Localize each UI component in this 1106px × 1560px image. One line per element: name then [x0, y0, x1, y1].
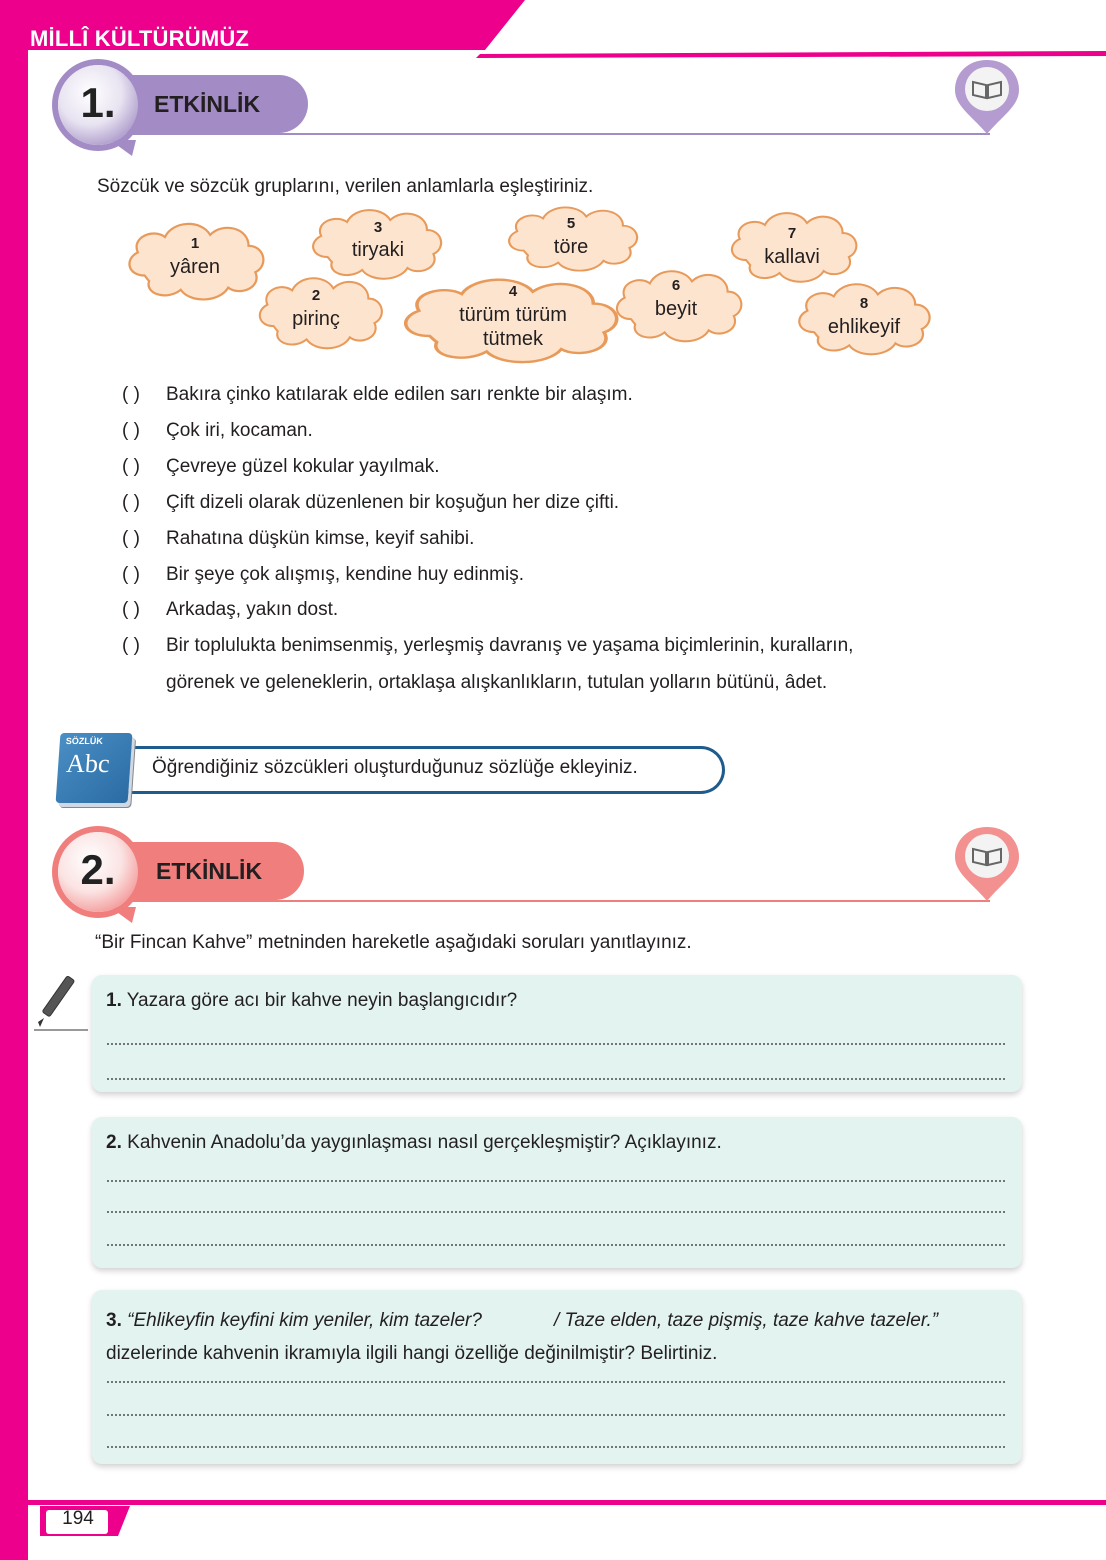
activity2-badge-tail	[110, 907, 138, 925]
footer-rule	[28, 1500, 1106, 1505]
cloud-4-number: 4	[508, 283, 518, 300]
question-3-quote-b: / Taze elden, taze pişmiş, taze kahve tazeler.”	[554, 1310, 939, 1331]
cloud-2-number: 2	[311, 287, 321, 304]
question-2-box	[92, 1117, 1022, 1268]
pencil-icon	[30, 972, 90, 1034]
match-item-6	[122, 564, 524, 586]
activity2-number: 2.	[80, 846, 116, 893]
activity1-label: ETKİNLİK	[154, 91, 261, 117]
cloud-1-word: yâren	[169, 256, 221, 278]
answer-line[interactable]	[106, 1446, 1006, 1448]
answer-line[interactable]	[106, 1180, 1006, 1182]
question-prompt: Kahvenin Anadolu’da yaygınlaşması nasıl gerçekleşmiştir? Açıklayınız.	[127, 1132, 722, 1153]
cloud-3-number: 3	[373, 219, 383, 236]
answer-line[interactable]	[106, 1414, 1006, 1416]
match-item-3	[122, 456, 440, 478]
answer-line[interactable]	[106, 1211, 1006, 1213]
activity1-number: 1.	[80, 79, 116, 126]
question-1-text	[106, 990, 517, 1012]
answer-blank[interactable]: ( )	[122, 492, 140, 513]
meaning-text: Çok iri, kocaman.	[166, 420, 313, 441]
cloud-7-number: 7	[787, 225, 797, 242]
activity2-number-badge	[58, 832, 138, 912]
cloud-4-word-line2: tütmek	[482, 328, 544, 350]
question-1-box	[92, 975, 1022, 1092]
question-3-box	[92, 1290, 1022, 1464]
answer-line[interactable]	[106, 1381, 1006, 1383]
cloud-7-word: kallavi	[764, 246, 820, 268]
cloud-3-word: tiryaki	[351, 239, 405, 261]
answer-line[interactable]	[106, 1244, 1006, 1246]
answer-blank[interactable]: ( )	[122, 420, 140, 441]
question-number: 3.	[106, 1310, 122, 1331]
meaning-text: Bir şeye çok alışmış, kendine huy edinmiş.	[166, 564, 524, 585]
question-2-text	[106, 1132, 722, 1154]
meaning-text: Arkadaş, yakın dost.	[166, 599, 339, 620]
book-pin-icon	[952, 825, 1022, 903]
dictionary-note-text: Öğrendiğiniz sözcükleri oluşturduğunuz sözlüğe ekleyiniz.	[152, 757, 638, 778]
answer-blank[interactable]: ( )	[122, 564, 140, 585]
match-item-4	[122, 492, 619, 514]
match-item-1	[122, 384, 633, 406]
cloud-6-number: 6	[671, 277, 681, 294]
activity2-instruction: “Bir Fincan Kahve” metninden hareketle aşağıdaki soruları yanıtlayınız.	[95, 932, 692, 953]
cloud-2-word: pirinç	[292, 308, 340, 330]
cloud-6-word: beyit	[654, 298, 698, 320]
question-3-quote	[106, 1310, 482, 1332]
cloud-5-word: töre	[553, 236, 589, 258]
answer-line[interactable]	[106, 1043, 1006, 1045]
match-item-8-continued: görenek ve geleneklerin, ortaklaşa alışkanlıkların, tutulan yolların bütünü, âdet.	[166, 672, 828, 693]
cloud-5-number: 5	[566, 215, 576, 232]
question-number: 2.	[106, 1132, 122, 1153]
question-prompt: Yazara göre acı bir kahve neyin başlangıcıdır?	[126, 990, 518, 1011]
meaning-text: Bakıra çinko katılarak elde edilen sarı renkte bir alaşım.	[166, 384, 633, 405]
cloud-1-number: 1	[190, 235, 200, 252]
meaning-text: Çift dizeli olarak düzenlenen bir koşuğun her dize çifti.	[166, 492, 620, 513]
cloud-8-word: ehlikeyif	[827, 316, 901, 338]
answer-blank[interactable]: ( )	[122, 528, 140, 549]
book-title: Abc	[65, 749, 111, 778]
answer-blank[interactable]: ( )	[122, 456, 140, 477]
section-title: MİLLÎ KÜLTÜRÜMÜZ	[30, 26, 250, 51]
activity1-instruction: Sözcük ve sözcük gruplarını, verilen anlamlarla eşleştiriniz.	[97, 176, 594, 197]
dictionary-book-icon	[56, 733, 133, 803]
match-item-2	[122, 420, 313, 442]
meaning-text: Rahatına düşkün kimse, keyif sahibi.	[166, 528, 475, 549]
match-item-5	[122, 528, 474, 550]
activity2-label: ETKİNLİK	[156, 858, 263, 884]
question-number: 1.	[106, 990, 122, 1011]
answer-line[interactable]	[106, 1078, 1006, 1080]
page-number: 194	[62, 1508, 94, 1529]
cloud-4-word-line1: türüm türüm	[459, 304, 567, 326]
match-item-8	[122, 635, 853, 657]
answer-blank[interactable]: ( )	[122, 384, 140, 405]
meaning-text: Bir toplulukta benimsenmiş, yerleşmiş davranış ve yaşama biçimlerinin, kuralların,	[166, 635, 854, 656]
cloud-8-number: 8	[859, 295, 869, 312]
activity2-rule	[130, 900, 990, 902]
answer-blank[interactable]: ( )	[122, 635, 140, 656]
answer-blank[interactable]: ( )	[122, 599, 140, 620]
match-item-7	[122, 599, 338, 621]
meaning-text: Çevreye güzel kokular yayılmak.	[166, 456, 440, 477]
quote-line-a: “Ehlikeyfin keyfini kim yeniler, kim tazeler?	[127, 1310, 482, 1331]
question-3-prompt: dizelerinde kahvenin ikramıyla ilgili hangi özelliğe değinilmiştir? Belirtiniz.	[106, 1343, 718, 1364]
book-label: SÖZLÜK	[65, 736, 104, 746]
